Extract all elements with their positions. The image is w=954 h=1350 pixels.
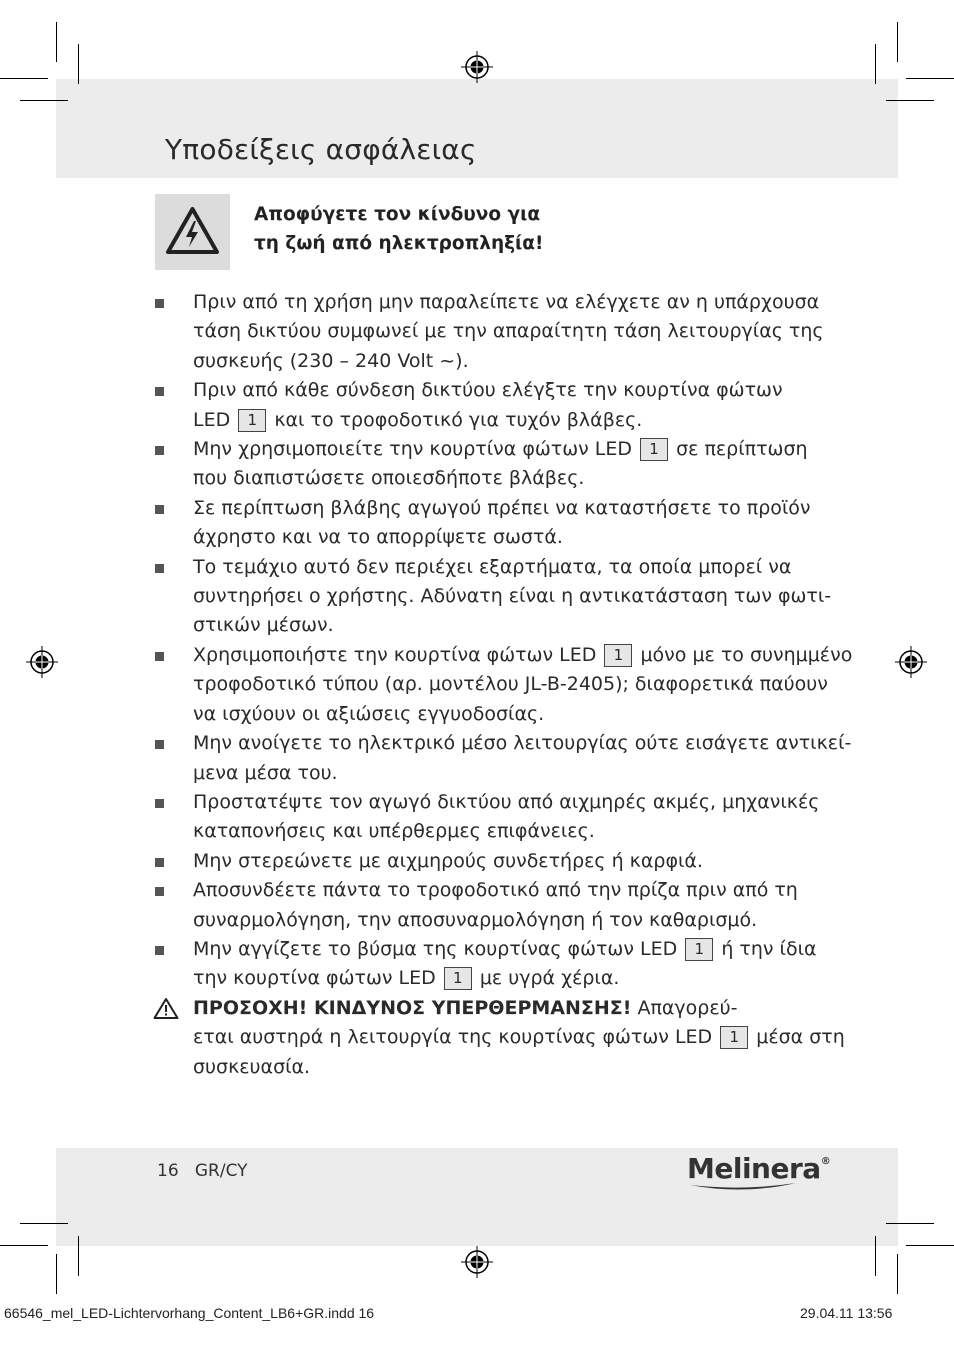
list-item xyxy=(155,788,820,847)
page-footer-label xyxy=(157,1161,248,1181)
safety-list xyxy=(155,288,853,1082)
registration-mark-icon xyxy=(461,1246,493,1278)
item-line: συσκευασία. xyxy=(193,1055,311,1078)
item-text: σε περίπτωση xyxy=(676,438,808,461)
item-line xyxy=(193,1023,845,1052)
item-text: εται αυστηρά η λειτουργία της κουρτίνας φώτων LED xyxy=(193,1026,713,1049)
bullet-square-icon xyxy=(155,299,164,308)
warning-heading-line1: Αποφύγετε τον κίνδυνο για xyxy=(254,204,541,225)
item-line: συσκευής (230 – 240 Volt ~). xyxy=(193,349,469,372)
bullet-square-icon xyxy=(155,652,164,661)
bullet-square-icon xyxy=(155,858,164,867)
item-line: Πριν από τη χρήση μην παραλείπετε να ελέγχετε αν η υπάρχουσα xyxy=(193,291,820,313)
crop-mark xyxy=(78,44,79,84)
warning-heading xyxy=(254,200,543,258)
brand-name: Melinera xyxy=(687,1152,821,1185)
list-item xyxy=(155,435,815,494)
caution-item xyxy=(155,994,845,1082)
part-ref-badge: 1 xyxy=(604,644,632,667)
item-line xyxy=(193,435,815,464)
list-item xyxy=(155,376,815,435)
list-item xyxy=(155,553,832,641)
item-text: την κουρτίνα φώτων LED xyxy=(193,967,436,990)
crop-mark xyxy=(20,1223,68,1224)
part-ref-badge: 1 xyxy=(640,438,668,461)
brand-mark: ® xyxy=(820,1156,831,1167)
crop-mark xyxy=(875,1236,876,1276)
item-text: ή την ίδια xyxy=(721,937,817,960)
bullet-square-icon xyxy=(155,946,164,955)
crop-mark xyxy=(897,22,898,62)
crop-mark xyxy=(906,78,954,79)
item-line: άχρηστο και να το απορρίψετε σωστά. xyxy=(193,526,563,549)
crop-mark xyxy=(20,100,68,101)
item-line xyxy=(193,406,815,435)
item-line: Πριν από κάθε σύνδεση δικτύου ελέγξτε την κουρτίνα φώτων xyxy=(193,379,783,402)
item-line: καταπονήσεις και υπέρθερμες επιφάνειες. xyxy=(193,820,595,843)
item-line: που διαπιστώσετε οποιεσδήποτε βλάβες. xyxy=(193,467,585,490)
item-line xyxy=(193,641,853,670)
item-line xyxy=(193,964,815,993)
crop-mark xyxy=(0,78,48,79)
list-item xyxy=(155,847,815,876)
bullet-square-icon xyxy=(155,799,164,808)
page-title: Υποδείξεις ασφάλειας xyxy=(165,133,477,166)
registration-mark-icon xyxy=(895,646,927,678)
item-text: μέσα στη xyxy=(756,1026,845,1049)
item-line: Αποσυνδέετε πάντα το τροφοδοτικό από την πρίζα πριν από τη xyxy=(193,879,798,902)
item-line: τάση δικτύου συμφωνεί με την απαραίτητη τάση λειτουργίας της xyxy=(193,320,824,343)
item-text: μόνο με το συνημμένο xyxy=(640,643,853,666)
print-slug-datetime: 29.04.11 13:56 xyxy=(800,1305,893,1321)
crop-mark xyxy=(886,100,934,101)
page-number: 16 xyxy=(157,1161,179,1181)
list-item xyxy=(155,935,815,994)
item-text: LED xyxy=(193,408,231,431)
part-ref-badge: 1 xyxy=(238,409,266,432)
item-text: και το τροφοδοτικό για τυχόν βλάβες. xyxy=(274,408,643,431)
crop-mark xyxy=(897,1254,898,1294)
electric-hazard-box xyxy=(155,194,230,270)
item-line: Προστατέψτε τον αγωγό δικτύου από αιχμηρές ακμές, μηχανικές xyxy=(193,790,820,813)
item-line xyxy=(193,935,815,964)
crop-mark xyxy=(906,1245,954,1246)
crop-mark xyxy=(56,1254,57,1294)
list-item xyxy=(155,494,815,553)
item-line: Το τεμάχιο αυτό δεν περιέχει εξαρτήματα, τα οποία μπορεί να xyxy=(193,555,792,578)
crop-mark xyxy=(875,44,876,84)
item-line: στικών μέσων. xyxy=(193,614,334,637)
warning-triangle-icon xyxy=(153,997,179,1020)
electric-hazard-icon xyxy=(165,206,220,256)
bullet-square-icon xyxy=(155,505,164,514)
bullet-square-icon xyxy=(155,387,164,396)
list-item xyxy=(155,729,852,788)
item-line: τροφοδοτικό τύπου (αρ. μοντέλου JL-B-2405); διαφορετικά παύουν xyxy=(193,673,828,696)
item-line: συντηρήσει ο χρήστης. Αδύνατη είναι η αντικατάσταση των φωτι- xyxy=(193,585,832,608)
crop-mark xyxy=(56,22,57,62)
crop-mark xyxy=(886,1223,934,1224)
item-text: Μην χρησιμοποιείτε την κουρτίνα φώτων LED xyxy=(193,438,633,461)
warning-heading-line2: τη ζωή από ηλεκτροπληξία! xyxy=(254,233,544,254)
part-ref-badge: 1 xyxy=(685,938,713,961)
region-code: GR/CY xyxy=(194,1161,248,1181)
bullet-square-icon xyxy=(155,564,164,573)
caution-strong: ΠΡΟΣΟΧΗ! ΚΙΝΔΥΝΟΣ ΥΠΕΡΘΕΡΜΑΝΣΗΣ! xyxy=(193,996,632,1019)
item-line: Σε περίπτωση βλάβης αγωγού πρέπει να καταστήσετε το προϊόν xyxy=(193,496,811,519)
crop-mark xyxy=(0,1245,48,1246)
item-line: Μην ανοίγετε το ηλεκτρικό μέσο λειτουργίας ούτε εισάγετε αντικεί- xyxy=(193,732,852,755)
part-ref-badge: 1 xyxy=(444,967,472,990)
item-line: συναρμολόγηση, την αποσυναρμολόγηση ή τον καθαρισμό. xyxy=(193,908,758,931)
registration-mark-icon xyxy=(26,646,58,678)
item-text: με υγρά χέρια. xyxy=(479,967,620,990)
item-text: Απαγορεύ- xyxy=(637,996,738,1019)
part-ref-badge: 1 xyxy=(720,1026,748,1049)
item-line: μενα μέσα του. xyxy=(193,761,338,784)
item-line: Μην στερεώνετε με αιχμηρούς συνδετήρες ή καρφιά. xyxy=(193,849,703,872)
list-item xyxy=(155,288,824,376)
brand-swoosh-icon xyxy=(688,1181,798,1193)
item-line xyxy=(193,994,815,1023)
print-slug-file: 66546_mel_LED-Lichtervorhang_Content_LB6+GR.indd 16 xyxy=(4,1305,375,1321)
bullet-square-icon xyxy=(155,446,164,455)
list-item xyxy=(155,876,815,935)
item-text: Χρησιμοποιήστε την κουρτίνα φώτων LED xyxy=(193,643,597,666)
registration-mark-icon xyxy=(461,51,493,83)
bullet-square-icon xyxy=(155,740,164,749)
item-text: Μην αγγίζετε το βύσμα της κουρτίνας φώτων LED xyxy=(193,937,678,960)
bullet-square-icon xyxy=(155,887,164,896)
list-item xyxy=(155,641,853,729)
item-line: να ισχύουν οι αξιώσεις εγγυοδοσίας. xyxy=(193,702,545,725)
crop-mark xyxy=(78,1236,79,1276)
